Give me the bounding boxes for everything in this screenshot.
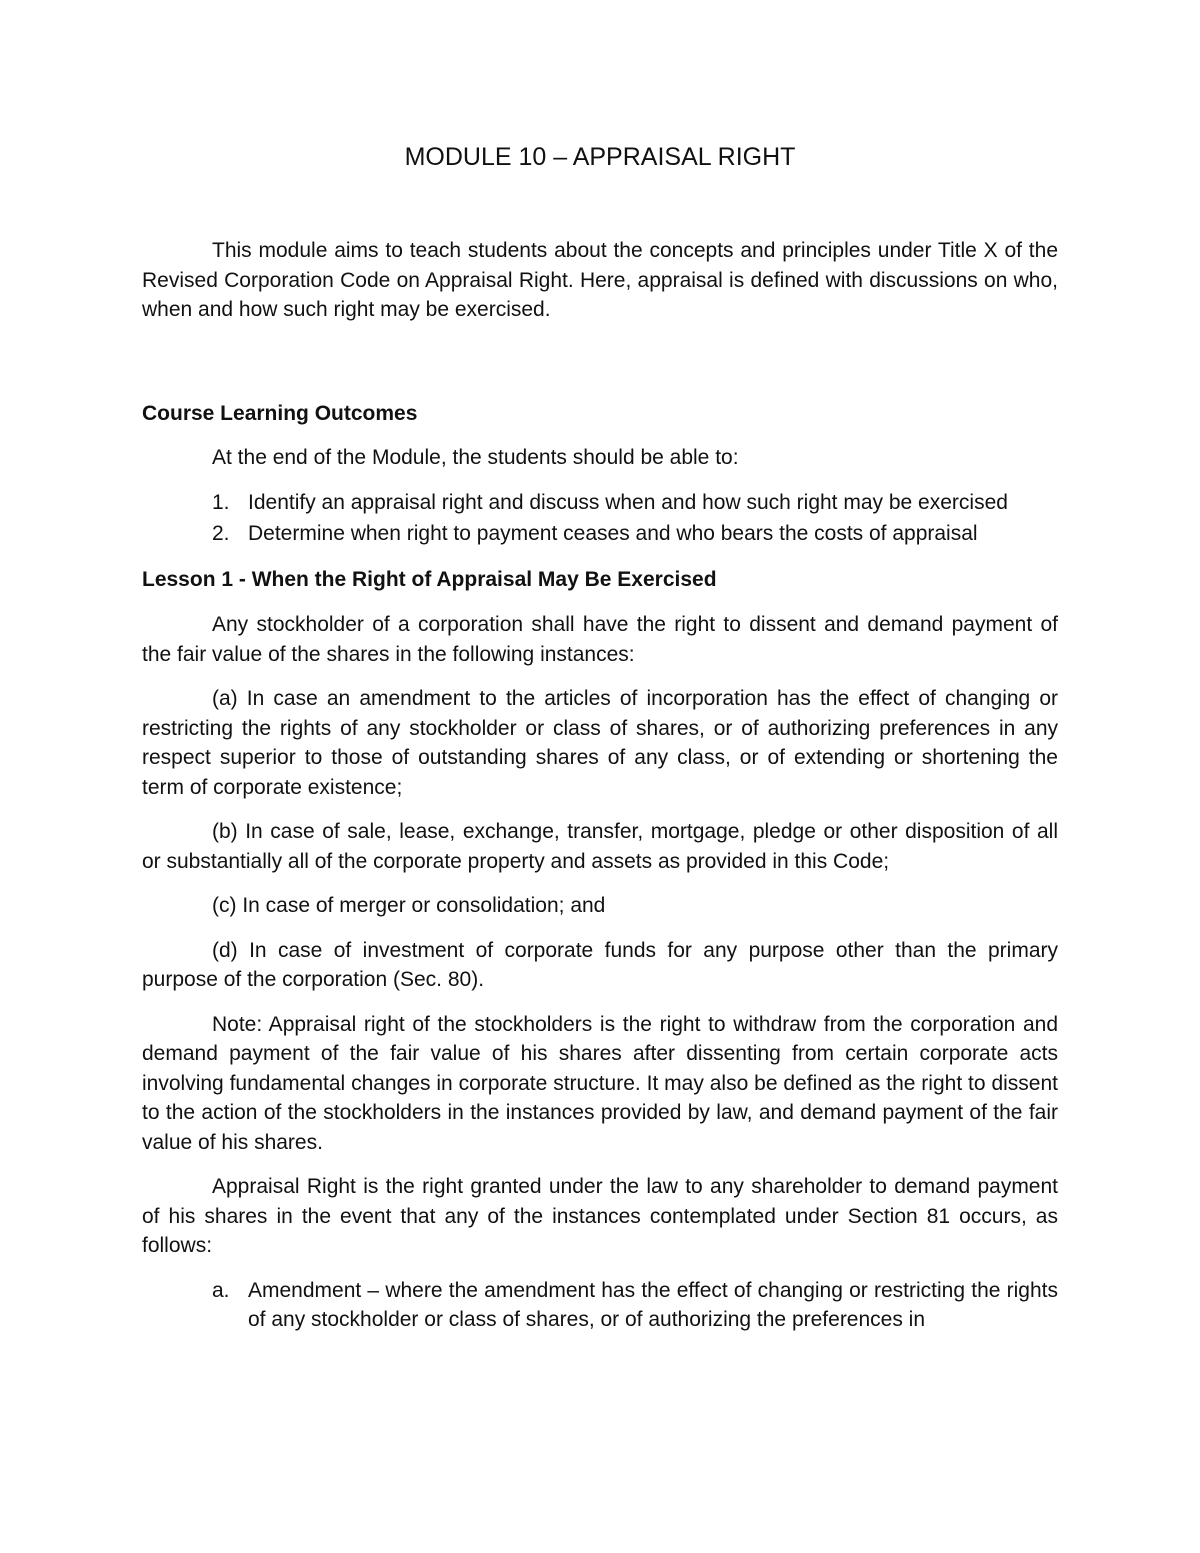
list-marker: a.	[212, 1278, 230, 1302]
lesson-lead: Any stockholder of a corporation shall have the right to dissent and demand payment of the fair value of the shares in the following instances:	[142, 613, 1058, 666]
list-item-text: Determine when right to payment ceases and who bears the costs of appraisal	[248, 522, 978, 545]
note-paragraph: Note: Appraisal right of the stockholders is the right to withdraw from the corporation and demand payment of the fair value of his shares after dissenting from certain corporate acts involving fundamental changes in corporate structure. It may also be defined as the right to dissent to the action of the stockholders in the instances provided by law, and demand payment of the fair value of his shares.	[142, 1012, 1058, 1154]
instance-d: (d) In case of investment of corporate funds for any purpose other than the primary purpose of the corporation (Sec. 80).	[142, 938, 1058, 991]
outcomes-lead: At the end of the Module, the students should be able to:	[212, 446, 739, 469]
page-title: MODULE 10 – APPRAISAL RIGHT	[404, 143, 796, 171]
document-page	[142, 140, 1058, 1351]
list-item	[142, 488, 1058, 518]
list-marker: 2.	[212, 522, 230, 545]
definition-paragraph: Appraisal Right is the right granted under the law to any shareholder to demand payment of his shares in the event that any of the instances contemplated under Section 81 occurs, as follows:	[142, 1175, 1058, 1257]
instance-a: (a) In case an amendment to the articles of incorporation has the effect of changing or restricting the rights of any stockholder or class of shares, or of authorizing preferences in any respect superior to those of outstanding shares of any class, or of extending or shortening the term of corporate existence;	[142, 687, 1058, 799]
intro-paragraph: This module aims to teach students about the concepts and principles under Title X of the Revised Corporation Code on Appraisal Right. Here, appraisal is defined with discussions on who, when and how such right may be exercised.	[142, 239, 1058, 321]
list-item-text: Identify an appraisal right and discuss when and how such right may be exercised	[248, 490, 1008, 514]
lesson-heading: Lesson 1 - When the Right of Appraisal May Be Exercised	[142, 567, 717, 591]
list-marker: 1.	[212, 490, 230, 514]
list-item-text: Amendment – where the amendment has the effect of changing or restricting the rights of any stockholder or class of shares, or of authorizing the preferences in	[248, 1278, 1058, 1331]
list-item	[142, 1276, 1058, 1335]
outcomes-heading: Course Learning Outcomes	[142, 401, 418, 425]
outcomes-list	[142, 488, 1058, 549]
section-81-list	[142, 1276, 1058, 1335]
instance-c: (c) In case of merger or consolidation; and	[212, 894, 606, 917]
instance-b: (b) In case of sale, lease, exchange, transfer, mortgage, pledge or other disposition of all or substantially all of the corporate property and assets as provided in this Code;	[142, 820, 1058, 873]
list-item	[142, 519, 1058, 549]
